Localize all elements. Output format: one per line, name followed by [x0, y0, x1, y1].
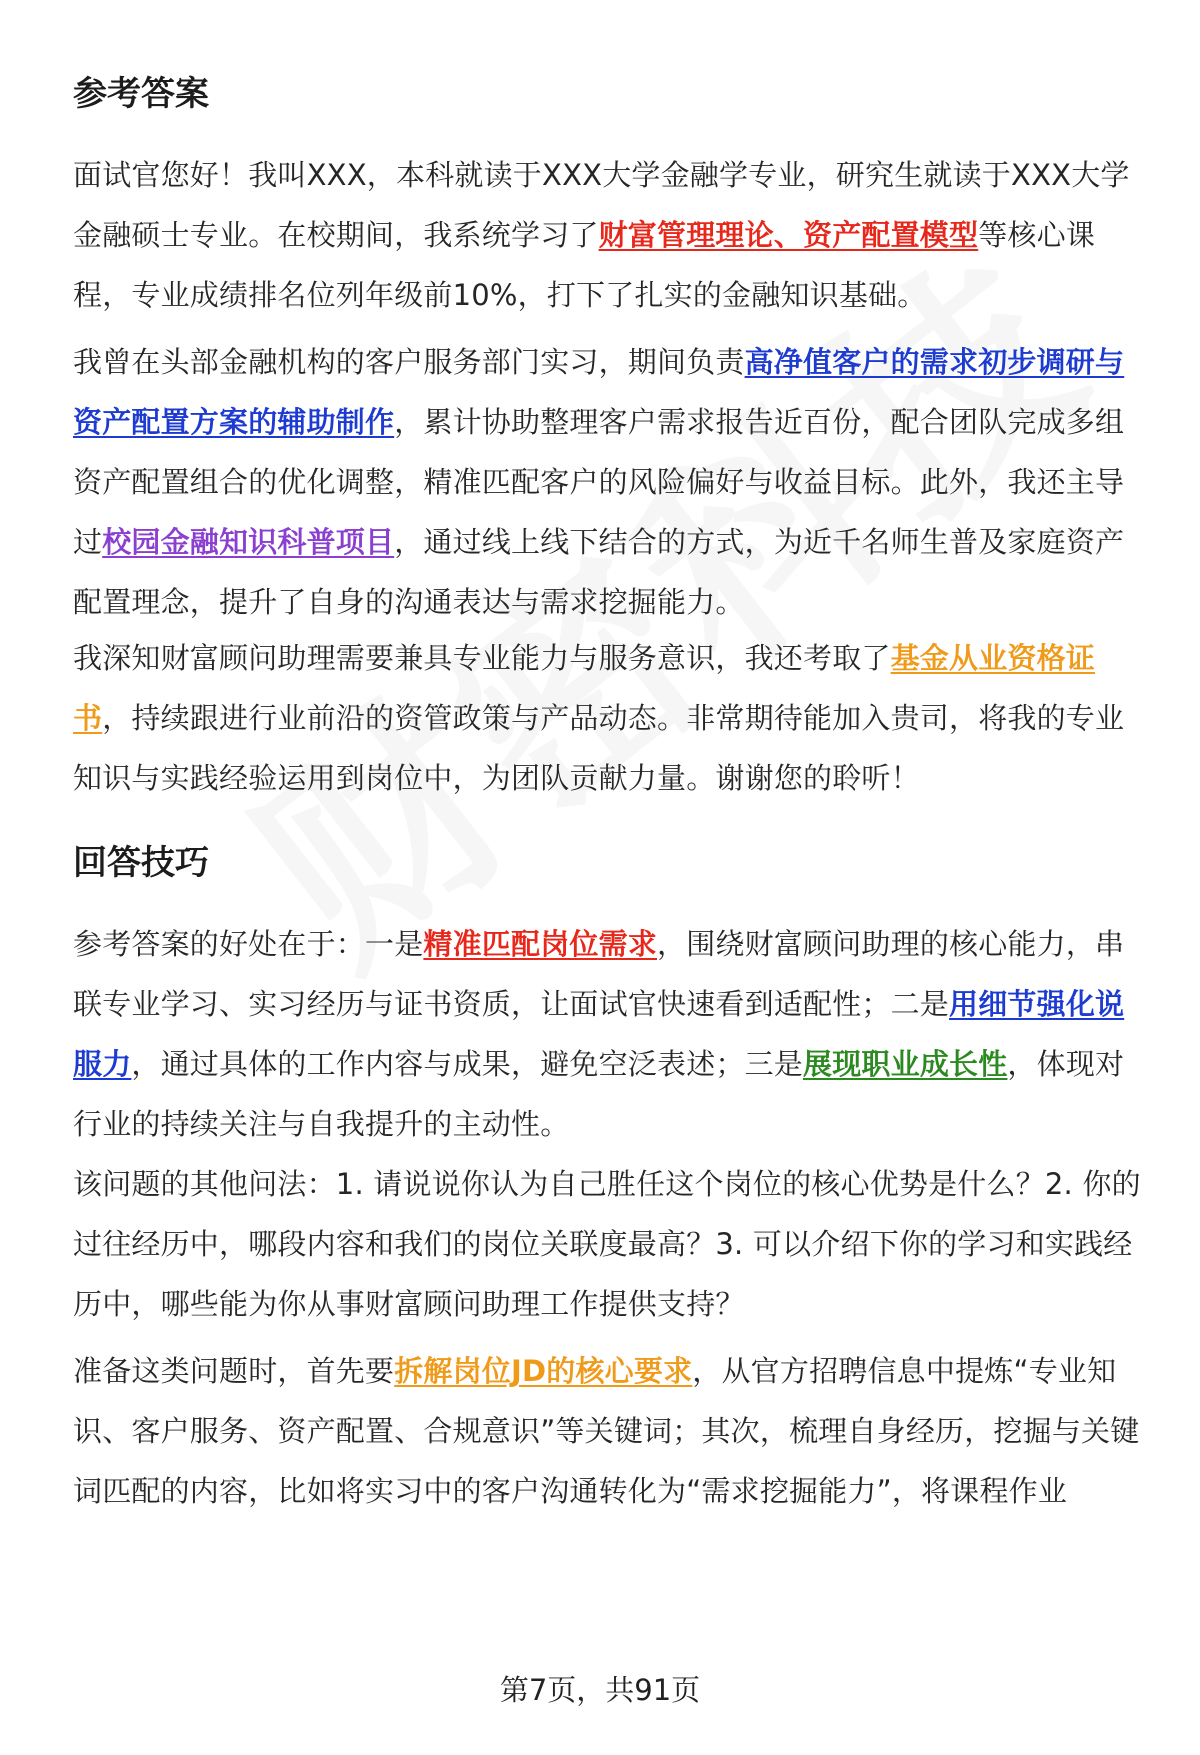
text: ，持续跟进行业前沿的资管政策与产品动态。非常期待能加入贵司，将我的专业知识与实践经验运用到岗位中，为团队贡献力量。谢谢您的聆听！	[73, 701, 1125, 795]
answer-heading: 参考答案	[73, 74, 209, 114]
text: ，体现对行业的持续关注与自我提升的主动性。	[73, 1047, 1125, 1141]
text: 准备这类问题时，首先要	[73, 1354, 395, 1388]
text: 面试官您好！我叫XXX，本科就读于XXX大学金融学专业，研究生就读于XXX大学金融硕士专业。在校期间，我系统学习了	[73, 158, 1130, 252]
highlight-blue: 用细节强化说服力	[73, 987, 1125, 1081]
text: 参考答案的好处在于：一是	[73, 927, 424, 961]
text: ，通过线上线下结合的方式，为近千名师生普及家庭资产配置理念，提升了自身的沟通表达与需求挖掘能力。	[73, 525, 1125, 619]
page-number: 第7页，共91页	[499, 1673, 701, 1707]
text: 我深知财富顾问助理需要兼具专业能力与服务意识，我还考取了	[73, 641, 891, 675]
text: ，通过具体的工作内容与成果，避免空泛表述；三是	[131, 1047, 804, 1081]
highlight-orange: 基金从业资格证书	[73, 641, 1096, 735]
text: ，围绕财富顾问助理的核心能力，串联专业学习、实习经历与证书资质，让面试官快速看到适配性；二是	[73, 927, 1125, 1021]
tips-paragraph-2	[73, 1154, 1153, 1334]
answer-paragraph-2	[73, 332, 1153, 632]
highlight-purple: 校园金融知识科普项目	[102, 525, 395, 559]
text: 该问题的其他问法：1. 请说说你认为自己胜任这个岗位的核心优势是什么？2. 你的过往经历中，哪段内容和我们的岗位关联度最高？3. 可以介绍下你的学习和实践经历中，哪些能为你从事财富顾问助理工作提供支持？	[73, 1167, 1141, 1321]
text: 等核心课程，专业成绩排名位列年级前10%，打下了扎实的金融知识基础。	[73, 218, 1096, 312]
highlight-blue: 高净值客户的需求初步调研与资产配置方案的辅助制作	[73, 345, 1125, 439]
tips-paragraph-1	[73, 914, 1153, 1154]
highlight-green: 展现职业成长性	[803, 1047, 1008, 1081]
text: ，累计协助整理客户需求报告近百份，配合团队完成多组资产配置组合的优化调整，精准匹配客户的风险偏好与收益目标。此外，我还主导过	[73, 405, 1125, 559]
tips-paragraph-3	[73, 1341, 1153, 1521]
answer-paragraph-3	[73, 628, 1153, 808]
tips-heading: 回答技巧	[73, 843, 209, 883]
text: 我曾在头部金融机构的客户服务部门实习，期间负责	[73, 345, 745, 379]
highlight-orange: 拆解岗位JD的核心要求	[394, 1354, 693, 1388]
answer-paragraph-1	[73, 145, 1153, 325]
highlight-red: 财富管理理论、资产配置模型	[598, 218, 979, 252]
text: ，从官方招聘信息中提炼“专业知识、客户服务、资产配置、合规意识”等关键词；其次，梳理自身经历，挖掘与关键词匹配的内容，比如将实习中的客户沟通转化为“需求挖掘能力”，将课程作业	[73, 1354, 1140, 1508]
highlight-red: 精准匹配岗位需求	[423, 927, 658, 961]
